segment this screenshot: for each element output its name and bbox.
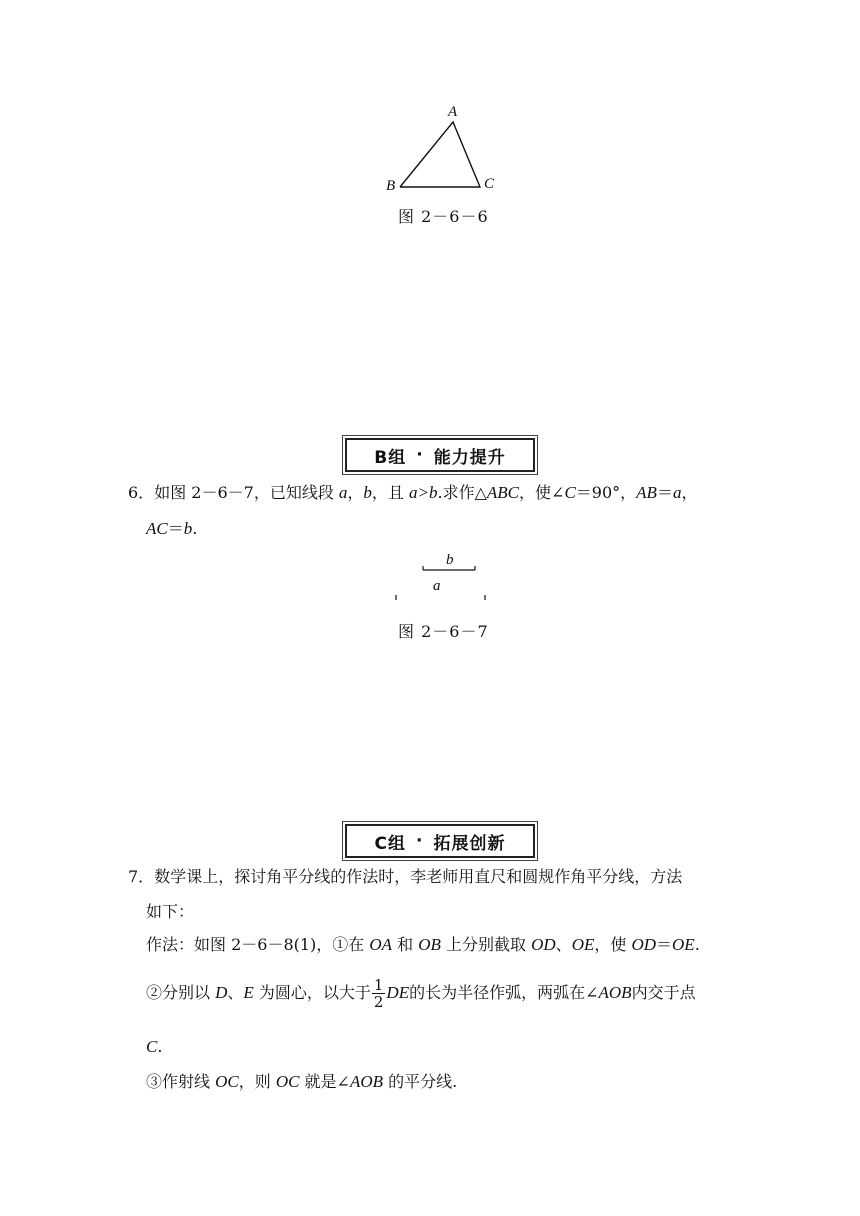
problem-6-line-2: AC＝b.	[146, 519, 198, 538]
figure-caption: 图 2－6－7	[398, 622, 489, 641]
section-title: 能力提升	[433, 447, 506, 468]
section-banner-c	[345, 824, 535, 858]
problem-number: 6．	[128, 483, 155, 502]
figure-caption: 图 2－6－6	[398, 207, 489, 226]
separator-dot: ·	[416, 445, 424, 465]
construction-step-3: ③作射线 OC，则 OC 就是∠AOB 的平分线.	[146, 1072, 458, 1091]
fraction-one-half: $\frac{1}{2}$	[373, 976, 384, 1011]
segments-diagram	[390, 560, 500, 604]
group-label: C组	[374, 833, 406, 854]
vertex-label-b: B	[386, 178, 396, 194]
vertex-label-c: C	[484, 176, 495, 192]
separator-dot: ·	[416, 831, 424, 851]
segment-label-a: a	[433, 578, 441, 594]
group-label: B组	[374, 447, 407, 468]
section-banner-b	[345, 438, 535, 472]
problem-6-line-1: 6．如图 2－6－7，已知线段 a，b，且 a>b.求作△ABC，使∠C＝90°，AB＝a，	[128, 483, 698, 502]
triangle-abc	[400, 122, 480, 187]
segment-label-b: b	[446, 552, 454, 568]
construction-step-1: 作法：如图 2－6－8(1)，①在 OA 和 OB 上分别截取 OD、OE，使 OD＝OE.	[146, 935, 700, 954]
problem-7-line-2: 如下：	[146, 902, 195, 921]
problem-7-line-1: 7．数学课上，探讨角平分线的作法时，李老师用直尺和圆规作角平分线，方法	[128, 867, 683, 886]
construction-step-2: ②分别以 D、E 为圆心，以大于 $\frac{1}{2}$ DE的长为半径作弧，两弧在∠AOB内交于点	[146, 976, 696, 1011]
vertex-label-a: A	[448, 104, 458, 120]
construction-step-2-cont: C.	[146, 1037, 163, 1056]
section-title: 拓展创新	[433, 833, 506, 854]
problem-number: 7．	[128, 867, 155, 886]
segment-a	[396, 595, 485, 600]
